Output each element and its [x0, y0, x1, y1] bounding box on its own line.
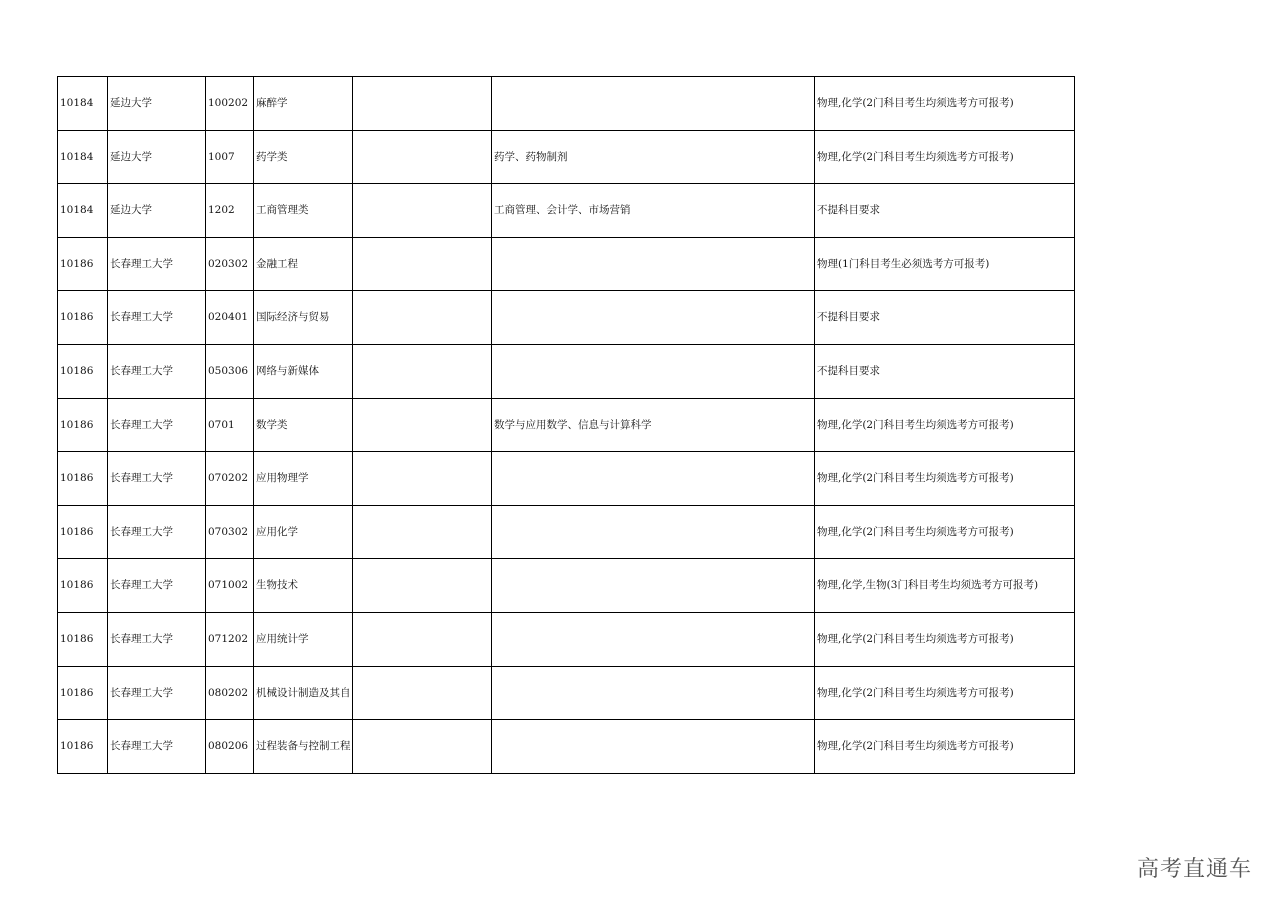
blank-cell: [353, 612, 492, 666]
table-row: [58, 237, 1075, 291]
school-code-cell: 10186: [58, 291, 108, 345]
school-code-cell: 10186: [58, 612, 108, 666]
subject-requirement-cell: 不提科目要求: [815, 291, 1075, 345]
school-name-cell: 长春理工大学: [108, 344, 206, 398]
school-code-cell: 10184: [58, 77, 108, 131]
included-majors-cell: [492, 612, 815, 666]
school-name-cell: 长春理工大学: [108, 559, 206, 613]
blank-cell: [353, 666, 492, 720]
major-name-cell: 金融工程: [254, 237, 353, 291]
included-majors-cell: [492, 505, 815, 559]
school-name-cell: 长春理工大学: [108, 612, 206, 666]
school-name-cell: 延边大学: [108, 77, 206, 131]
table-row: [58, 612, 1075, 666]
blank-cell: [353, 398, 492, 452]
subject-requirement-cell: 物理,化学(2门科目考生均须选考方可报考): [815, 452, 1075, 506]
included-majors-cell: 药学、药物制剂: [492, 130, 815, 184]
major-name-cell: 生物技术: [254, 559, 353, 613]
subject-requirement-cell: 不提科目要求: [815, 344, 1075, 398]
subject-requirement-cell: 物理,化学(2门科目考生均须选考方可报考): [815, 720, 1075, 774]
subject-requirement-cell: 物理,化学(2门科目考生均须选考方可报考): [815, 612, 1075, 666]
blank-cell: [353, 291, 492, 345]
blank-cell: [353, 77, 492, 131]
school-code-cell: 10186: [58, 452, 108, 506]
school-code-cell: 10186: [58, 237, 108, 291]
blank-cell: [353, 720, 492, 774]
major-name-cell: 工商管理类: [254, 184, 353, 238]
major-name-cell: 麻醉学: [254, 77, 353, 131]
subject-requirement-cell: 不提科目要求: [815, 184, 1075, 238]
subject-requirement-cell: 物理,化学(2门科目考生均须选考方可报考): [815, 77, 1075, 131]
table-row: [58, 291, 1075, 345]
included-majors-cell: [492, 77, 815, 131]
major-code-cell: 050306: [206, 344, 254, 398]
blank-cell: [353, 344, 492, 398]
blank-cell: [353, 237, 492, 291]
included-majors-cell: 工商管理、会计学、市场营销: [492, 184, 815, 238]
school-code-cell: 10186: [58, 559, 108, 613]
school-code-cell: 10184: [58, 184, 108, 238]
school-name-cell: 长春理工大学: [108, 505, 206, 559]
school-name-cell: 长春理工大学: [108, 291, 206, 345]
included-majors-cell: [492, 291, 815, 345]
table-row: [58, 666, 1075, 720]
school-code-cell: 10186: [58, 666, 108, 720]
subject-requirement-cell: 物理,化学(2门科目考生均须选考方可报考): [815, 666, 1075, 720]
table-row: [58, 452, 1075, 506]
included-majors-cell: [492, 452, 815, 506]
included-majors-cell: [492, 720, 815, 774]
major-code-cell: 020302: [206, 237, 254, 291]
requirements-table: [57, 76, 1075, 774]
major-code-cell: 080202: [206, 666, 254, 720]
included-majors-cell: [492, 559, 815, 613]
school-code-cell: 10186: [58, 505, 108, 559]
school-name-cell: 长春理工大学: [108, 237, 206, 291]
major-name-cell: 网络与新媒体: [254, 344, 353, 398]
major-code-cell: 1007: [206, 130, 254, 184]
subject-requirement-cell: 物理,化学(2门科目考生均须选考方可报考): [815, 130, 1075, 184]
table-row: [58, 559, 1075, 613]
major-name-cell: 机械设计制造及其自: [254, 666, 353, 720]
school-name-cell: 长春理工大学: [108, 398, 206, 452]
major-name-cell: 过程装备与控制工程: [254, 720, 353, 774]
table-row: [58, 505, 1075, 559]
major-name-cell: 药学类: [254, 130, 353, 184]
school-code-cell: 10186: [58, 398, 108, 452]
blank-cell: [353, 130, 492, 184]
major-name-cell: 数学类: [254, 398, 353, 452]
major-code-cell: 070302: [206, 505, 254, 559]
major-name-cell: 应用物理学: [254, 452, 353, 506]
school-name-cell: 长春理工大学: [108, 666, 206, 720]
included-majors-cell: [492, 237, 815, 291]
subject-requirement-cell: 物理(1门科目考生必须选考方可报考): [815, 237, 1075, 291]
blank-cell: [353, 184, 492, 238]
blank-cell: [353, 559, 492, 613]
table-row: [58, 130, 1075, 184]
major-name-cell: 应用统计学: [254, 612, 353, 666]
included-majors-cell: [492, 666, 815, 720]
major-code-cell: 020401: [206, 291, 254, 345]
table-row: [58, 77, 1075, 131]
table-row: [58, 398, 1075, 452]
school-code-cell: 10186: [58, 344, 108, 398]
major-code-cell: 100202: [206, 77, 254, 131]
major-code-cell: 071002: [206, 559, 254, 613]
table-row: [58, 344, 1075, 398]
school-name-cell: 延边大学: [108, 130, 206, 184]
watermark: 高考直通车: [1136, 857, 1252, 882]
major-code-cell: 0701: [206, 398, 254, 452]
major-code-cell: 070202: [206, 452, 254, 506]
table-row: [58, 184, 1075, 238]
subject-requirement-cell: 物理,化学(2门科目考生均须选考方可报考): [815, 398, 1075, 452]
school-name-cell: 延边大学: [108, 184, 206, 238]
school-code-cell: 10186: [58, 720, 108, 774]
school-code-cell: 10184: [58, 130, 108, 184]
included-majors-cell: [492, 344, 815, 398]
major-code-cell: 080206: [206, 720, 254, 774]
blank-cell: [353, 505, 492, 559]
included-majors-cell: 数学与应用数学、信息与计算科学: [492, 398, 815, 452]
subject-requirement-cell: 物理,化学,生物(3门科目考生均须选考方可报考): [815, 559, 1075, 613]
school-name-cell: 长春理工大学: [108, 720, 206, 774]
school-name-cell: 长春理工大学: [108, 452, 206, 506]
blank-cell: [353, 452, 492, 506]
major-code-cell: 071202: [206, 612, 254, 666]
major-name-cell: 国际经济与贸易: [254, 291, 353, 345]
major-code-cell: 1202: [206, 184, 254, 238]
table-body: [58, 77, 1075, 774]
major-name-cell: 应用化学: [254, 505, 353, 559]
subject-requirement-cell: 物理,化学(2门科目考生均须选考方可报考): [815, 505, 1075, 559]
table-row: [58, 720, 1075, 774]
